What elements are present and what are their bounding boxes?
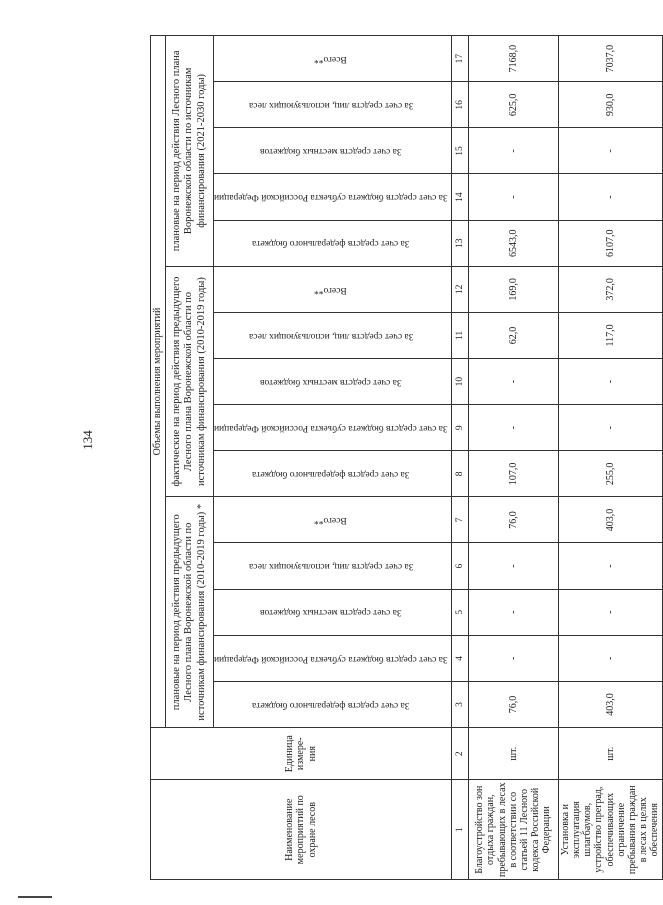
table-cell: - [558,174,662,220]
row-unit: шт. [558,728,662,780]
header-group-planned-current: плановые на период действия Лесного плана Воронежской области по источникам финансирования (2021-2030 годы) [166,36,214,267]
column-number: 5 [451,589,468,635]
scan-edge-mark [18,896,52,898]
table-cell: 62,0 [468,312,558,358]
table-cell: - [558,359,662,405]
column-number: 8 [451,451,468,497]
table-cell: 255,0 [558,451,662,497]
table-cell: 625,0 [468,82,558,128]
column-number: 13 [451,220,468,266]
table-cell: - [558,405,662,451]
column-number: 4 [451,635,468,681]
header-group-planned-previous: плановые на период действия предыдущего Лесного плана Воронежской области по источникам финансирования (2010-2019 годы) * [166,497,214,728]
table-cell: 169,0 [468,266,558,312]
table-cell: 76,0 [468,681,558,727]
header-source-4: За счет средств бюджета субъекта Российской Федерации [214,635,452,681]
header-source-13: За счет средств федерального бюджета [214,220,452,266]
header-source-14: За счет средств бюджета субъекта Российской Федерации [214,174,452,220]
table-cell: 372,0 [558,266,662,312]
column-number: 6 [451,543,468,589]
column-number: 14 [451,174,468,220]
column-number: 3 [451,681,468,727]
table-cell: - [468,128,558,174]
table-cell: - [558,543,662,589]
table-cell: - [468,543,558,589]
column-number: 9 [451,405,468,451]
column-number: 12 [451,266,468,312]
header-volumes: Объемы выполнения мероприятий [151,36,166,728]
column-number: 1 [451,780,468,880]
table-cell: - [468,405,558,451]
row-measure-name: Благоустройство зон отдыха граждан, пребывающих в лесах в соответствии со статьей 11 Лесного кодекса Российской Федерации [468,780,558,880]
table-cell: - [468,589,558,635]
header-name: Наименование мероприятий по охране лесов [151,780,452,880]
header-group-actual-previous: фактические на период действия предыдущего Лесного плана Воронежской области по источникам финансирования (2010-2019 годы) [166,266,214,497]
row-unit: шт. [468,728,558,780]
header-unit: Единица измере- ния [151,728,452,780]
table-cell: 76,0 [468,497,558,543]
table-cell: - [558,128,662,174]
header-source-5: За счет средств местных бюджетов [214,589,452,635]
row-measure-name: Установка и эксплуатация шлагбаумов, устройство преград, обеспечивающих ограничение пребывания граждан в лесах в целях обеспечения [558,780,662,880]
page-number: 134 [80,430,95,450]
rotated-table-container [150,35,661,880]
table-cell: - [558,635,662,681]
header-source-17: Всего** [214,36,452,82]
table-cell: 107,0 [468,451,558,497]
header-source-6: За счет средств лиц, использующих леса [214,543,452,589]
table-cell: 403,0 [558,497,662,543]
column-number: 16 [451,82,468,128]
table-cell: - [468,635,558,681]
table-cell: 6107,0 [558,220,662,266]
table-cell: 6543,0 [468,220,558,266]
table-cell: - [558,589,662,635]
column-number: 10 [451,359,468,405]
table-cell: 7037,0 [558,36,662,82]
table-cell: 117,0 [558,312,662,358]
column-number: 2 [451,728,468,780]
table-cell: - [468,174,558,220]
table-cell: 930,0 [558,82,662,128]
column-number: 7 [451,497,468,543]
header-source-10: За счет средств местных бюджетов [214,359,452,405]
column-number: 15 [451,128,468,174]
header-source-9: За счет средств бюджета субъекта Российской Федерации [214,405,452,451]
forest-protection-table [150,35,663,880]
header-source-12: Всего** [214,266,452,312]
header-source-16: За счет средств лиц, использующих леса [214,82,452,128]
column-number: 17 [451,36,468,82]
table-cell: - [468,359,558,405]
header-source-7: Всего** [214,497,452,543]
header-source-11: За счет средств лиц, использующих леса [214,312,452,358]
header-source-3: За счет средств федерального бюджета [214,681,452,727]
column-number: 11 [451,312,468,358]
table-cell: 403,0 [558,681,662,727]
header-source-8: За счет средств федерального бюджета [214,451,452,497]
table-cell: 7168,0 [468,36,558,82]
header-source-15: За счет средств местных бюджетов [214,128,452,174]
